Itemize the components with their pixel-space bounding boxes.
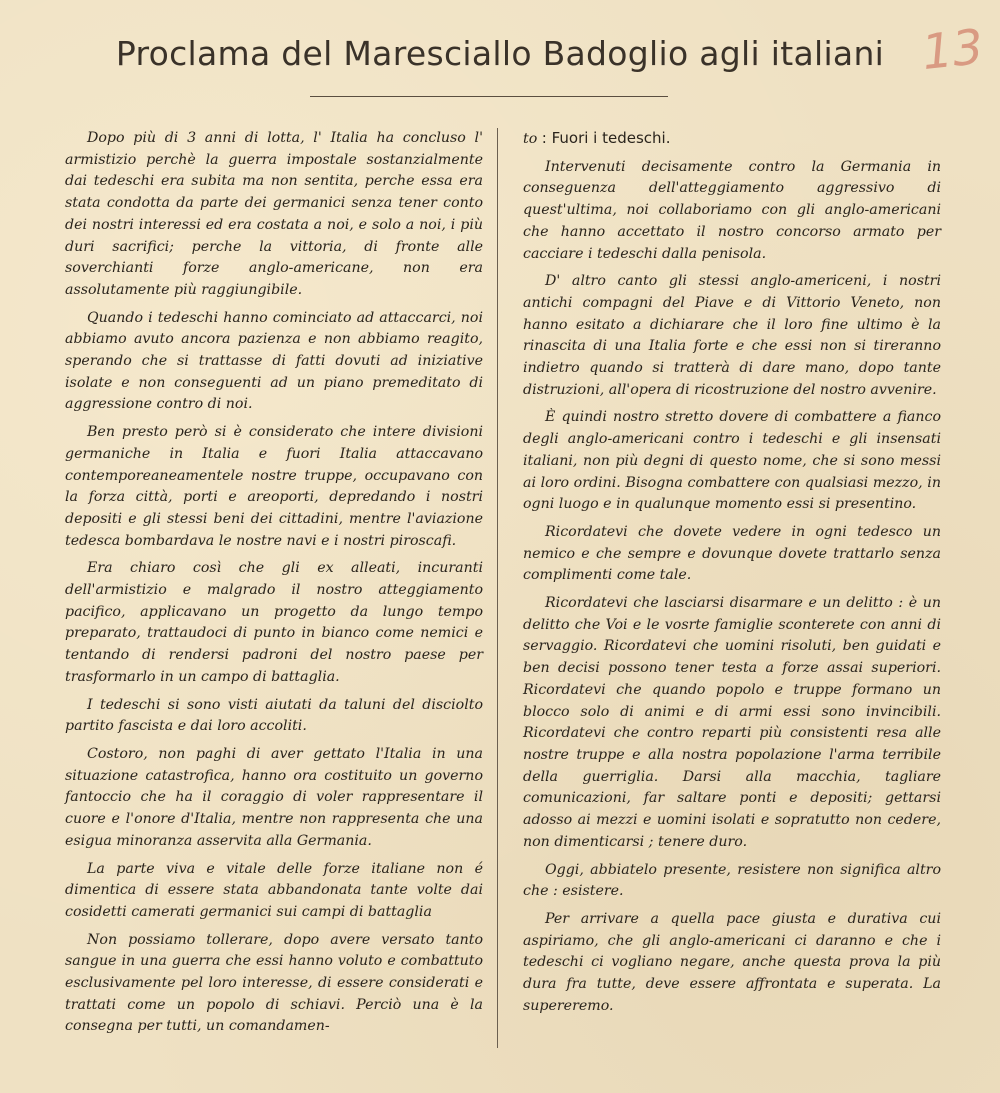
paragraph: La parte viva e vitale delle forze italiane non é dimentica di essere stata abbandonata tante volte dai cosidetti camerati germanici sui campi di battaglia (65, 860, 483, 920)
paragraph: Ricordatevi che dovete vedere in ogni tedesco un nemico e che sempre e dovunque dovete trattarlo senza complimenti come tale. (523, 523, 941, 584)
paragraph: Intervenuti decisamente contro la Germania in conseguenza dell'atteggiamento aggressivo di quest'ultima, noi collaboriamo con gli anglo-americani che hanno accettato il nostro concorso armato per cacciare i tedeschi dalla penisola. (523, 158, 941, 262)
paragraph: Dopo più di 3 anni di lotta, l' Italia ha concluso l' armistizio perchè la guerra impostale sostanzialmente dai tedeschi era subita ma non sentita, perche essa era stata condotta da parte dei germanici senza tener conto dei nostri interessi ed era costata a noi, e solo a noi, i più duri sacrifici; perche la vittoria, di fronte alle soverchianti forze anglo-americane, non era assolutamente più raggiungibile. (65, 130, 483, 298)
paragraph: Ben presto però si è considerato che intere divisioni germaniche in Italia e fuori Italia attaccavano contemporeaneamentele nostre truppe, occupavano con la forza città, porti e areoporti, depredando i nostri depositi e gli stessi beni dei cittadini, mentre l'aviazione tedesca bombardava le nostre navi e i nostri piroscafi. (65, 424, 483, 549)
paragraph: Costoro, non paghi di aver gettato l'Italia in una situazione catastrofica, hanno ora costituito un governo fantoccio che ha il coraggio di voler rappresentare il cuore e l'onore d'Italia, mentre non rappresenta che una esigua minoranza asservita alla Germania. (65, 745, 483, 849)
paragraph: È quindi nostro stretto dovere di combattere a fianco degli anglo-americani contro i tedeschi e gli insensati italiani, non più degni di questo nome, che si sono messi ai loro ordini. Bisogna combattere con qualsiasi mezzo, in ogni luogo e in qualunque momento essi si presentino. (523, 409, 941, 513)
paragraph: Quando i tedeschi hanno cominciato ad attaccarci, noi abbiamo avuto ancora pazienza e non abbiamo reagito, sperando che si trattasse di fatti dovuti ad iniziative isolate e non conseguenti ad un piano premeditato di aggressione contro di noi. (65, 309, 483, 413)
page-title: Proclama del Maresciallo Badoglio agli italiani (115, 34, 885, 73)
title-underline (310, 96, 668, 97)
column-divider (497, 128, 498, 1048)
continuation-line (523, 128, 941, 151)
right-column (523, 128, 941, 1023)
continuation-word: to (523, 131, 538, 147)
continuation-slogan: : Fuori i tedeschi. (541, 129, 671, 147)
paragraph: Ricordatevi che lasciarsi disarmare e un delitto : è un delitto che Voi e le vosrte famiglie sconterete con anni di servaggio. Ricordatevi che uomini risoluti, ben guidati e ben decisi possono tener testa a forze assai superiori. Ricordatevi che quando popolo e truppe formano un blocco solo di animi e di armi essi sono invincibili. Ricordatevi che contro reparti più consistenti resa alle nostre truppe e alla nostra popolazione l'arma terribile della guerriglia. Darsi alla macchia, tagliare comunicazioni, far saltare ponti e depositi; gettarsi adosso ai mezzi e uomini isolati e sopratutto non cedere, non dimenticarsi ; tenere duro. (523, 595, 941, 850)
paragraph: Era chiaro così che gli ex alleati, incuranti dell'armistizio e malgrado il nostro atteggiamento pacifico, applicavano un progetto da lungo tempo preparato, trattaudoci di punto in bianco come nemici e tentando di rendersi padroni del nostro paese per trasformarlo in un campo di battaglia. (65, 560, 483, 685)
paragraph: I tedeschi si sono visti aiutati da taluni del disciolto partito fascista e dai loro accoliti. (65, 696, 483, 735)
handwritten-page-number: 13 (919, 18, 986, 82)
paragraph: D' altro canto gli stessi anglo-americeni, i nostri antichi compagni del Piave e di Vittorio Veneto, non hanno esitato a dichiarare che il loro fine ultimo è la rinascita di una Italia forte e che essi non si tireranno indietro quando si tratterà di dare mano, dopo tante distruzioni, all'opera di ricostruzione del nostro avvenire. (523, 273, 941, 398)
left-column (65, 128, 483, 1044)
paragraph: Per arrivare a quella pace giusta e durativa cui aspiriamo, che gli anglo-americani ci daranno e che i tedeschi ci vogliano negare, anche questa prova la più dura fra tutte, deve essere affrontata e superata. La supereremo. (523, 910, 941, 1014)
paragraph: Non possiamo tollerare, dopo avere versato tanto sangue in una guerra che essi hanno voluto e combattuto esclusivamente pel loro interesse, di essere considerati e trattati come un popolo di schiavi. Perciò una è la consegna per tutti, un comandamen- (65, 931, 483, 1035)
paragraph: Oggi, abbiatelo presente, resistere non significa altro che : esistere. (523, 861, 941, 900)
